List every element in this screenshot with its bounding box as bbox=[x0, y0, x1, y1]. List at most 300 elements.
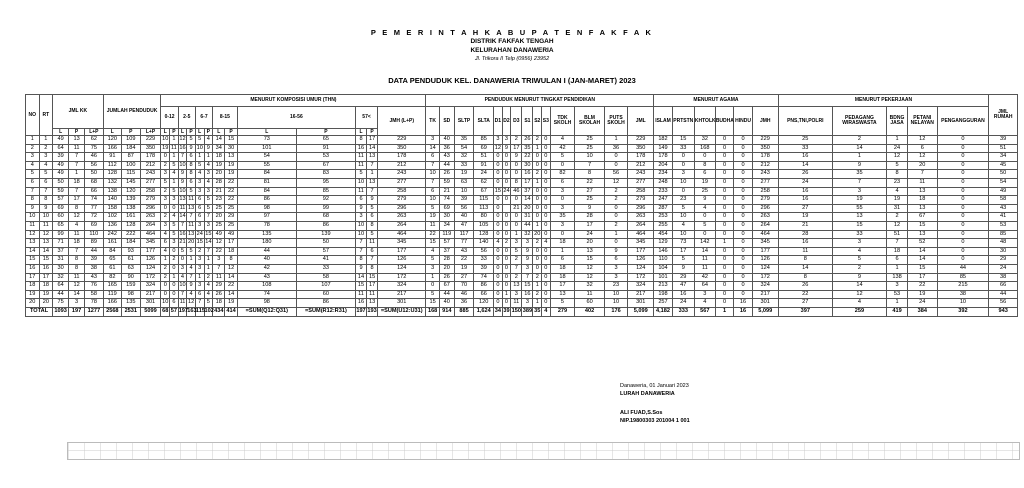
table-cell: 5 bbox=[832, 256, 886, 265]
table-cell: 0 bbox=[715, 178, 733, 187]
table-cell: 5 bbox=[426, 204, 440, 213]
table-cell: 0 bbox=[502, 161, 511, 170]
col-sltp: SLTP bbox=[454, 107, 474, 136]
table-cell: 53 bbox=[887, 290, 908, 299]
table-cell: 3 bbox=[170, 196, 179, 205]
table-cell: 38 bbox=[937, 290, 989, 299]
table-cell: 31 bbox=[887, 204, 908, 213]
table-cell: 15 bbox=[908, 221, 938, 230]
table-cell: 0 bbox=[604, 161, 627, 170]
col-jmh-agama: JMH bbox=[752, 107, 778, 136]
table-cell: 5 bbox=[672, 256, 694, 265]
table-cell: 21 bbox=[778, 221, 832, 230]
table-cell: 10 bbox=[454, 187, 474, 196]
total-cell: 197 bbox=[69, 307, 85, 317]
col-pns: PNS,TNI,POLRI bbox=[778, 107, 832, 136]
table-cell: 0 bbox=[494, 247, 503, 256]
table-cell: 29 bbox=[213, 282, 225, 291]
table-cell: 11 bbox=[367, 239, 378, 248]
table-cell: 177 bbox=[628, 247, 654, 256]
total-cell: 2531 bbox=[122, 307, 140, 317]
table-cell: 15 bbox=[672, 136, 694, 145]
table-cell: 14 bbox=[178, 213, 187, 222]
table-row bbox=[26, 290, 1018, 299]
table-cell: 172 bbox=[378, 273, 426, 282]
table-cell: 1 bbox=[170, 153, 179, 162]
table-cell: 324 bbox=[752, 282, 778, 291]
table-cell: 46 bbox=[85, 153, 104, 162]
table-cell: 39 bbox=[474, 264, 494, 273]
table-cell: 12 bbox=[225, 264, 237, 273]
table-cell: 4 bbox=[187, 290, 196, 299]
table-cell: 0 bbox=[715, 161, 733, 170]
table-cell: 11 bbox=[355, 161, 366, 170]
table-cell: 15 bbox=[575, 256, 605, 265]
total-cell: 163 bbox=[187, 307, 196, 317]
col-age3-p: P bbox=[204, 129, 213, 136]
table-cell: 10 bbox=[161, 299, 170, 308]
table-cell: 243 bbox=[752, 170, 778, 179]
table-cell: 0 bbox=[542, 247, 551, 256]
table-cell: 204 bbox=[654, 161, 672, 170]
table-cell: 29 bbox=[672, 273, 694, 282]
table-cell: 65 bbox=[296, 136, 355, 145]
table-cell: 6 bbox=[550, 256, 575, 265]
table-cell: 215 bbox=[937, 282, 989, 291]
table-cell: 243 bbox=[140, 170, 161, 179]
table-cell: 14 bbox=[69, 290, 85, 299]
table-cell: 90 bbox=[122, 273, 140, 282]
table-cell: 212 bbox=[378, 161, 426, 170]
table-cell: 19 bbox=[908, 290, 938, 299]
table-cell: 161 bbox=[103, 239, 121, 248]
col-jml-pendidikan: JML bbox=[628, 107, 654, 136]
table-cell: 22 bbox=[225, 196, 237, 205]
table-cell: 198 bbox=[654, 290, 672, 299]
table-cell: 18 bbox=[69, 178, 85, 187]
table-cell: 4 bbox=[426, 247, 440, 256]
table-cell: 19 bbox=[454, 264, 474, 273]
table-cell: 26 bbox=[778, 282, 832, 291]
table-cell: 1 bbox=[204, 256, 213, 265]
table-cell: 34 bbox=[439, 221, 454, 230]
table-cell: 0 bbox=[502, 196, 511, 205]
table-cell: 25 bbox=[225, 221, 237, 230]
table-cell: 0 bbox=[734, 221, 752, 230]
table-cell: 40 bbox=[439, 299, 454, 308]
table-cell: 0 bbox=[734, 136, 752, 145]
table-cell: 9 bbox=[187, 282, 196, 291]
table-cell: 168 bbox=[694, 144, 715, 153]
table-cell: 14 bbox=[39, 247, 53, 256]
col-age-57: 57< bbox=[355, 107, 377, 129]
table-cell: 11 bbox=[178, 299, 187, 308]
table-cell: 464 bbox=[752, 230, 778, 239]
table-cell: 14 bbox=[694, 247, 715, 256]
table-cell: 301 bbox=[752, 299, 778, 308]
table-cell: 3 bbox=[355, 213, 366, 222]
table-cell: 9 bbox=[694, 196, 715, 205]
table-cell: 19 bbox=[39, 290, 53, 299]
table-cell: 172 bbox=[628, 273, 654, 282]
table-cell: 7 bbox=[522, 273, 533, 282]
table-cell: 3 bbox=[426, 264, 440, 273]
col-budha: BUDHA bbox=[715, 107, 733, 136]
table-cell: 10 bbox=[355, 230, 366, 239]
table-cell: 3 bbox=[178, 264, 187, 273]
table-cell: 3 bbox=[522, 264, 533, 273]
table-cell: 166 bbox=[103, 144, 121, 153]
table-cell: 9 bbox=[355, 204, 366, 213]
table-cell: 0 bbox=[494, 170, 503, 179]
table-cell: 4 bbox=[550, 136, 575, 145]
table-cell: 6 bbox=[187, 153, 196, 162]
table-cell: 10 bbox=[672, 213, 694, 222]
table-cell: 13 bbox=[26, 239, 40, 248]
col-jml-kk-l: L bbox=[53, 129, 69, 136]
table-cell: 23 bbox=[887, 178, 908, 187]
table-cell: 71 bbox=[53, 239, 69, 248]
total-cell: 419 bbox=[887, 307, 908, 317]
table-cell: 279 bbox=[140, 196, 161, 205]
table-cell: 7 bbox=[39, 187, 53, 196]
table-cell: 19 bbox=[426, 213, 440, 222]
table-cell: 9 bbox=[522, 247, 533, 256]
table-cell: 350 bbox=[140, 144, 161, 153]
table-row bbox=[26, 144, 1018, 153]
table-cell: 0 bbox=[604, 213, 627, 222]
total-cell: 68 bbox=[161, 307, 170, 317]
table-cell: 0 bbox=[734, 161, 752, 170]
table-cell: 32 bbox=[694, 136, 715, 145]
col-blm-skolah: BLM SKOLAH bbox=[575, 107, 605, 136]
table-cell: 7 bbox=[426, 178, 440, 187]
table-cell: 110 bbox=[85, 230, 104, 239]
table-cell: 253 bbox=[654, 213, 672, 222]
total-cell: =SUM(U12:U31) bbox=[378, 307, 426, 317]
table-cell: 22 bbox=[575, 178, 605, 187]
table-cell: 0 bbox=[542, 299, 551, 308]
col-group-pendidikan: PENDUDUK MENURUT TINGKAT PENDIDIKAN bbox=[426, 95, 654, 107]
table-cell: 11 bbox=[26, 221, 40, 230]
table-cell: 11 bbox=[355, 187, 366, 196]
table-cell: 128 bbox=[122, 221, 140, 230]
table-cell: 7 bbox=[178, 221, 187, 230]
table-cell: 172 bbox=[140, 273, 161, 282]
table-cell: 86 bbox=[296, 221, 355, 230]
table-cell: 16 bbox=[355, 299, 366, 308]
table-cell: 0 bbox=[550, 230, 575, 239]
table-row bbox=[26, 247, 1018, 256]
table-cell: 345 bbox=[140, 239, 161, 248]
table-cell: 0 bbox=[426, 282, 440, 291]
table-cell: 0 bbox=[937, 144, 989, 153]
table-cell: 257 bbox=[654, 299, 672, 308]
col-age2-l: L bbox=[178, 129, 187, 136]
table-cell: 3 bbox=[204, 187, 213, 196]
table-cell: 0 bbox=[502, 247, 511, 256]
table-cell: 145 bbox=[122, 178, 140, 187]
table-cell: 0 bbox=[511, 170, 522, 179]
table-cell: 105 bbox=[474, 221, 494, 230]
table-cell: 53 bbox=[989, 221, 1018, 230]
table-cell: 0 bbox=[511, 221, 522, 230]
table-row bbox=[26, 161, 1018, 170]
table-cell: 2 bbox=[161, 264, 170, 273]
table-cell: 58 bbox=[85, 290, 104, 299]
table-cell: 0 bbox=[715, 221, 733, 230]
table-cell: 19 bbox=[778, 213, 832, 222]
table-cell: 21 bbox=[511, 204, 522, 213]
signature-role: LURAH DANAWERIA bbox=[620, 391, 675, 397]
table-cell: 12 bbox=[187, 299, 196, 308]
table-cell: 1 bbox=[832, 153, 886, 162]
table-cell: 50 bbox=[296, 239, 355, 248]
table-cell: 89 bbox=[85, 239, 104, 248]
total-cell: 279 bbox=[550, 307, 575, 317]
table-cell: 13 bbox=[511, 282, 522, 291]
table-cell: 48 bbox=[989, 239, 1018, 248]
table-cell: 35 bbox=[522, 144, 533, 153]
table-cell: 11 bbox=[39, 221, 53, 230]
table-cell: 13 bbox=[187, 204, 196, 213]
table-cell: 78 bbox=[85, 299, 104, 308]
table-cell: 0 bbox=[170, 290, 179, 299]
table-cell: 62 bbox=[474, 178, 494, 187]
table-cell: 2 bbox=[604, 187, 627, 196]
table-cell: 0 bbox=[542, 264, 551, 273]
table-cell: 0 bbox=[715, 136, 733, 145]
table-cell: 0 bbox=[937, 204, 989, 213]
table-cell: 54 bbox=[989, 178, 1018, 187]
table-cell: 177 bbox=[378, 247, 426, 256]
total-cell: 567 bbox=[694, 307, 715, 317]
table-cell: 14 bbox=[908, 256, 938, 265]
table-cell: 20 bbox=[213, 170, 225, 179]
table-cell: 2 bbox=[161, 161, 170, 170]
table-cell: 17 bbox=[511, 144, 522, 153]
table-cell: 84 bbox=[237, 187, 296, 196]
table-cell: 234 bbox=[654, 170, 672, 179]
table-cell: 11 bbox=[69, 144, 85, 153]
table-cell: 9 bbox=[575, 204, 605, 213]
table-cell: 97 bbox=[237, 213, 296, 222]
col-s3: S3 bbox=[542, 107, 551, 136]
table-cell: 15 bbox=[204, 230, 213, 239]
table-cell: 5 bbox=[170, 221, 179, 230]
table-cell: 76 bbox=[85, 282, 104, 291]
table-cell: 55 bbox=[237, 161, 296, 170]
table-cell: 36 bbox=[604, 144, 627, 153]
table-cell: 14 bbox=[225, 273, 237, 282]
table-cell: 16 bbox=[178, 144, 187, 153]
table-cell: 1 bbox=[170, 273, 179, 282]
table-cell: 142 bbox=[694, 239, 715, 248]
table-cell: 124 bbox=[628, 264, 654, 273]
table-cell: 11 bbox=[694, 264, 715, 273]
col-tk: TK bbox=[426, 107, 440, 136]
table-cell: 3 bbox=[604, 273, 627, 282]
table-cell: 6 bbox=[39, 178, 53, 187]
table-cell: 177 bbox=[140, 247, 161, 256]
table-cell: 2 bbox=[502, 239, 511, 248]
table-cell: 86 bbox=[474, 282, 494, 291]
table-cell: 26 bbox=[439, 273, 454, 282]
table-cell: 4 bbox=[161, 230, 170, 239]
table-cell: 46 bbox=[454, 290, 474, 299]
table-cell: 161 bbox=[122, 213, 140, 222]
table-cell: 15 bbox=[225, 136, 237, 145]
col-jml-kk-lp: L+P bbox=[85, 129, 104, 136]
table-cell: 263 bbox=[752, 213, 778, 222]
table-cell: 0 bbox=[542, 161, 551, 170]
table-cell: 8 bbox=[778, 256, 832, 265]
col-group-umur: MENURUT KOMPOSISI UMUR (THN) bbox=[161, 95, 426, 107]
col-age-2-5: 2-5 bbox=[178, 107, 195, 129]
table-cell: 92 bbox=[296, 196, 355, 205]
table-cell: 21 bbox=[213, 187, 225, 196]
table-cell: 2 bbox=[511, 273, 522, 282]
table-cell: 5 bbox=[170, 187, 179, 196]
table-cell: 49 bbox=[53, 170, 69, 179]
table-cell: 115 bbox=[122, 170, 140, 179]
table-cell: 11 bbox=[694, 256, 715, 265]
total-cell: 1 bbox=[715, 307, 733, 317]
table-cell: 74 bbox=[237, 290, 296, 299]
table-cell: 11 bbox=[178, 204, 187, 213]
total-cell: 5,099 bbox=[752, 307, 778, 317]
table-cell: 39 bbox=[454, 196, 474, 205]
table-cell: 0 bbox=[937, 239, 989, 248]
table-cell: 0 bbox=[715, 230, 733, 239]
table-cell: 6 bbox=[187, 178, 196, 187]
total-cell: 885 bbox=[454, 307, 474, 317]
table-cell: 1 bbox=[533, 282, 542, 291]
table-cell: 85 bbox=[474, 136, 494, 145]
table-cell: 0 bbox=[550, 196, 575, 205]
table-cell: 0 bbox=[937, 161, 989, 170]
table-cell: 13 bbox=[367, 299, 378, 308]
table-cell: 19 bbox=[225, 299, 237, 308]
table-cell: 20 bbox=[522, 204, 533, 213]
table-cell: 19 bbox=[454, 170, 474, 179]
table-cell: 0 bbox=[494, 230, 503, 239]
table-cell: 32 bbox=[454, 153, 474, 162]
table-cell: 19 bbox=[213, 161, 225, 170]
table-cell: 14 bbox=[204, 239, 213, 248]
table-cell: 39 bbox=[53, 153, 69, 162]
table-cell: 13 bbox=[832, 213, 886, 222]
table-cell: 10 bbox=[195, 144, 204, 153]
table-cell: 4 bbox=[39, 161, 53, 170]
table-cell: 85 bbox=[937, 273, 989, 282]
table-cell: 110 bbox=[654, 256, 672, 265]
table-cell: 66 bbox=[85, 187, 104, 196]
table-cell: 17 bbox=[522, 178, 533, 187]
table-cell: 0 bbox=[694, 153, 715, 162]
total-cell: 2568 bbox=[103, 307, 121, 317]
table-cell: 5 bbox=[355, 170, 366, 179]
total-cell: 5,099 bbox=[628, 307, 654, 317]
table-cell: 13 bbox=[367, 178, 378, 187]
table-cell: 4 bbox=[170, 213, 179, 222]
table-cell: 51 bbox=[989, 144, 1018, 153]
table-cell: 10 bbox=[26, 213, 40, 222]
table-cell: 0 bbox=[533, 256, 542, 265]
table-cell: 0 bbox=[542, 196, 551, 205]
table-cell: 4 bbox=[694, 204, 715, 213]
table-cell: 41 bbox=[989, 213, 1018, 222]
total-cell: 397 bbox=[778, 307, 832, 317]
table-cell: 128 bbox=[103, 170, 121, 179]
table-cell: 0 bbox=[672, 161, 694, 170]
col-bdng-jasa: BDNG JASA bbox=[887, 107, 908, 136]
col-penduduk-l: L bbox=[103, 129, 121, 136]
table-cell: 43 bbox=[85, 273, 104, 282]
table-cell: 124 bbox=[752, 264, 778, 273]
table-cell: 85 bbox=[989, 230, 1018, 239]
table-cell: 16 bbox=[778, 187, 832, 196]
table-cell: 15 bbox=[355, 282, 366, 291]
table-cell: 0 bbox=[502, 273, 511, 282]
table-cell: 296 bbox=[140, 204, 161, 213]
table-cell: 3 bbox=[494, 136, 503, 145]
table-cell: 345 bbox=[378, 239, 426, 248]
total-cell: 35 bbox=[533, 307, 542, 317]
table-cell: 296 bbox=[628, 204, 654, 213]
table-cell: 16 bbox=[522, 290, 533, 299]
signature-nip: NIP.19800303 201004 1 001 bbox=[620, 418, 690, 424]
col-islam: ISLAM bbox=[654, 107, 672, 136]
table-cell: 2 bbox=[604, 196, 627, 205]
table-cell: 37 bbox=[439, 247, 454, 256]
col-age-0-12: 0-12 bbox=[161, 107, 178, 129]
table-cell: 5 bbox=[511, 247, 522, 256]
table-cell: 2 bbox=[887, 213, 908, 222]
table-cell: 0 bbox=[494, 213, 503, 222]
table-cell: 120 bbox=[474, 299, 494, 308]
table-cell: 0 bbox=[533, 196, 542, 205]
col-age6-p: P bbox=[367, 129, 378, 136]
table-cell: 32 bbox=[53, 273, 69, 282]
table-cell: 0 bbox=[734, 256, 752, 265]
table-cell: 38 bbox=[85, 264, 104, 273]
table-cell: 20 bbox=[213, 213, 225, 222]
table-cell: 78 bbox=[237, 221, 296, 230]
table-cell: 58 bbox=[989, 196, 1018, 205]
table-cell: 12 bbox=[39, 230, 53, 239]
table-cell: 15 bbox=[522, 282, 533, 291]
table-cell: 9 bbox=[832, 273, 886, 282]
table-cell: 0 bbox=[937, 247, 989, 256]
col-age5-p: P bbox=[296, 129, 355, 136]
total-cell: 943 bbox=[989, 307, 1018, 317]
table-cell: 0 bbox=[502, 170, 511, 179]
table-row bbox=[26, 196, 1018, 205]
table-cell: 454 bbox=[654, 230, 672, 239]
table-cell: 16 bbox=[672, 290, 694, 299]
table-cell: 5 bbox=[195, 161, 204, 170]
table-cell: 20 bbox=[439, 264, 454, 273]
table-row bbox=[26, 187, 1018, 196]
table-cell: 1 bbox=[887, 136, 908, 145]
table-cell: 15 bbox=[426, 299, 440, 308]
table-cell: 119 bbox=[439, 230, 454, 239]
table-cell: 27 bbox=[778, 299, 832, 308]
table-cell: 5 bbox=[672, 204, 694, 213]
table-cell: 1 bbox=[887, 299, 908, 308]
table-cell: 464 bbox=[378, 230, 426, 239]
